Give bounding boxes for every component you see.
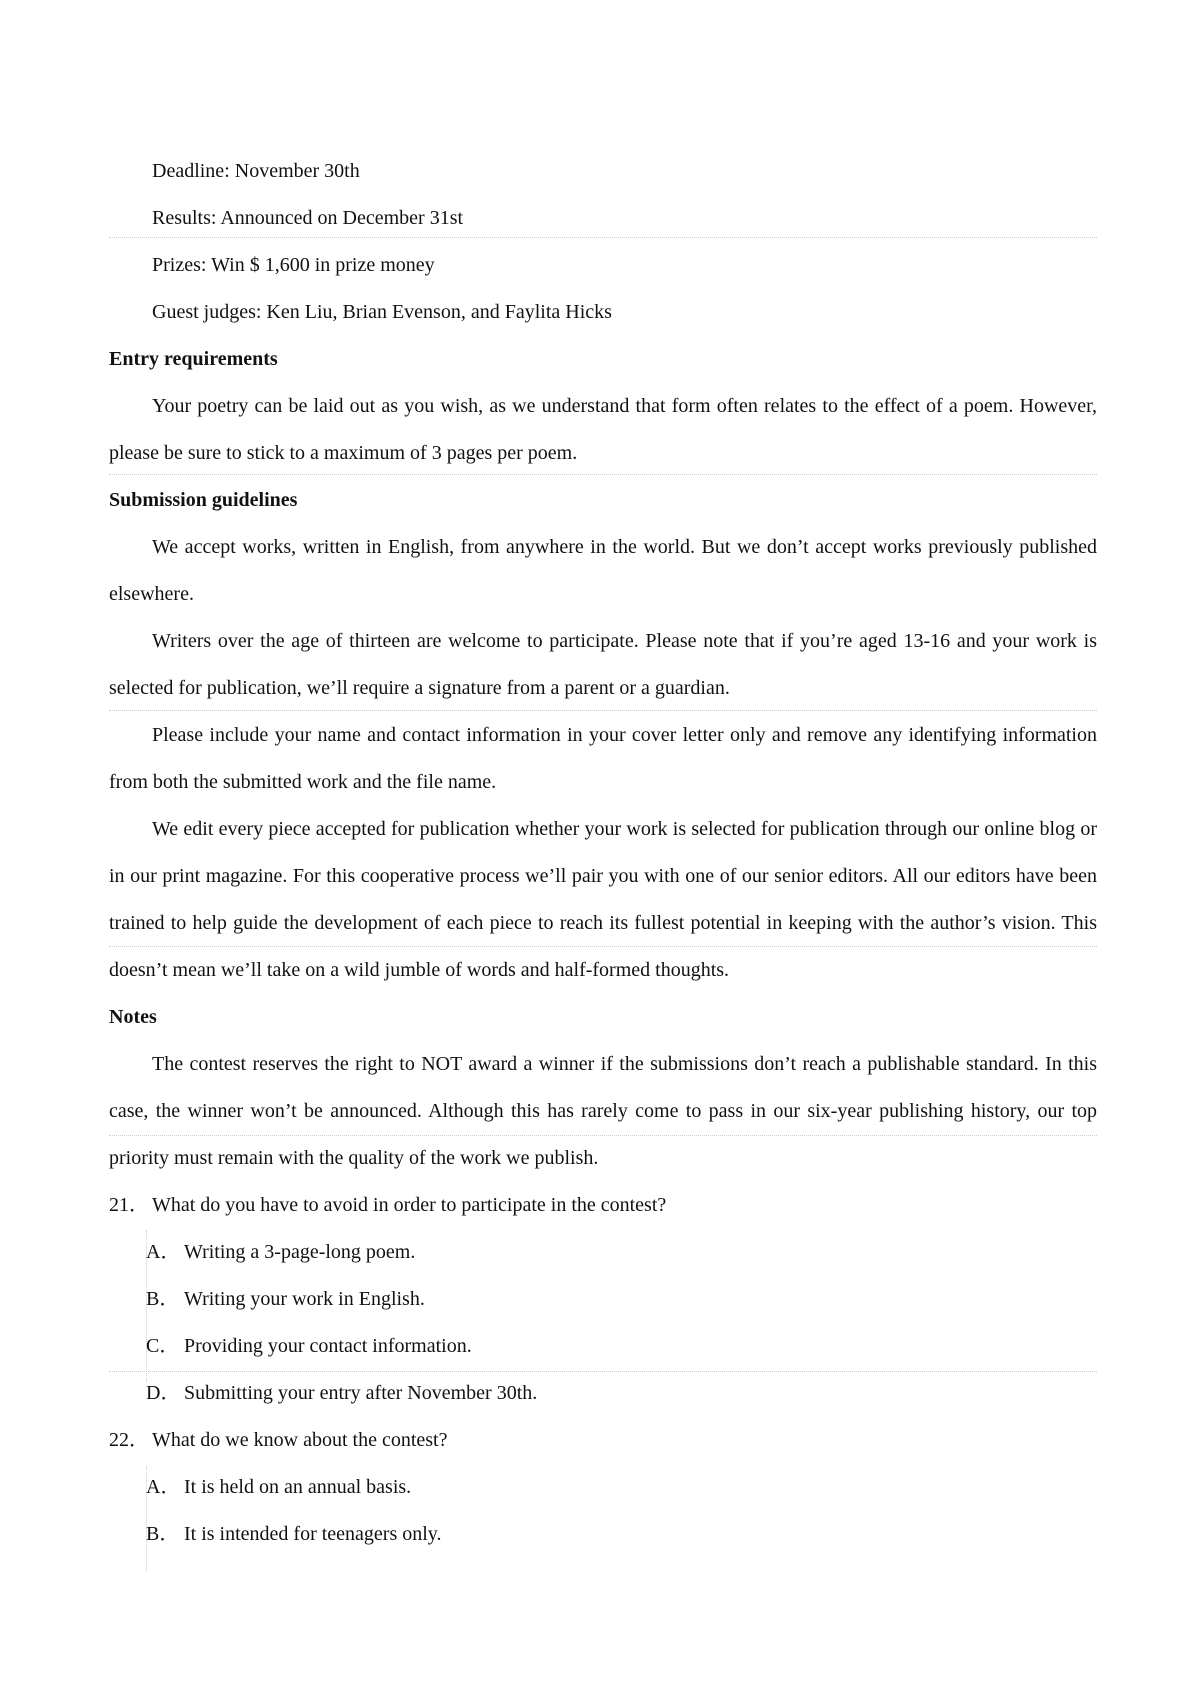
- results-line: Results: Announced on December 31st: [152, 207, 464, 229]
- question-number: 22．: [109, 1429, 149, 1451]
- question-21-option-c: [146, 1323, 1097, 1370]
- document-body: [109, 148, 1097, 1558]
- submission-paragraph: Writers over the age of thirteen are welcome to participate. Please note that if you’re aged 13-16 and your work is selected for publication, we’ll require a signature from a parent or a guardian.: [109, 630, 1097, 699]
- question-number: 21．: [109, 1194, 149, 1216]
- question-22: [109, 1417, 1097, 1464]
- question-stem: What do we know about the contest?: [152, 1429, 448, 1451]
- option-letter: C．: [146, 1335, 180, 1357]
- entry-requirements-heading: Entry requirements: [109, 348, 278, 370]
- option-text: Writing your work in English.: [184, 1288, 425, 1310]
- option-text: Writing a 3-page-long poem.: [184, 1241, 416, 1263]
- option-text: It is intended for teenagers only.: [184, 1523, 442, 1545]
- question-22-option-b: [146, 1511, 1097, 1558]
- option-letter: A．: [146, 1241, 181, 1263]
- option-letter: D．: [146, 1382, 181, 1404]
- question-21-option-a: [146, 1229, 1097, 1276]
- question-22-option-a: [146, 1464, 1097, 1511]
- entry-requirements-paragraph: Your poetry can be laid out as you wish, as we understand that form often relates to the effect of a poem. However, please be sure to stick to a maximum of 3 pages per poem.: [109, 395, 1097, 464]
- question-21-option-b: [146, 1276, 1097, 1323]
- submission-guidelines-heading: Submission guidelines: [109, 489, 298, 511]
- option-text: Providing your contact information.: [184, 1335, 472, 1357]
- deadline-line: Deadline: November 30th: [152, 160, 360, 182]
- question-stem: What do you have to avoid in order to participate in the contest?: [152, 1194, 667, 1216]
- question-21: [109, 1182, 1097, 1229]
- submission-paragraph: We edit every piece accepted for publication whether your work is selected for publication through our online blog or in our print magazine. For this cooperative process we’ll pair you with one of our senior editors. All our editors have been trained to help guide the development of each piece to reach its fullest potential in keeping with the author’s vision. This doesn’t mean we’ll take on a wild jumble of words and half-formed thoughts.: [109, 818, 1097, 981]
- submission-paragraph: We accept works, written in English, from anywhere in the world. But we don’t accept works previously published elsewhere.: [109, 536, 1097, 605]
- question-21-option-d: [146, 1370, 1097, 1417]
- option-text: Submitting your entry after November 30th.: [184, 1382, 538, 1404]
- option-letter: B．: [146, 1288, 180, 1310]
- option-letter: B．: [146, 1523, 180, 1545]
- judges-line: Guest judges: Ken Liu, Brian Evenson, and Faylita Hicks: [152, 301, 612, 323]
- prizes-line: Prizes: Win $ 1,600 in prize money: [152, 254, 435, 276]
- notes-heading: Notes: [109, 1006, 157, 1028]
- option-letter: A．: [146, 1476, 181, 1498]
- option-text: It is held on an annual basis.: [184, 1476, 412, 1498]
- notes-paragraph: The contest reserves the right to NOT award a winner if the submissions don’t reach a publishable standard. In this case, the winner won’t be announced. Although this has rarely come to pass in our six-year publishing history, our top priority must remain with the quality of the work we publish.: [109, 1053, 1097, 1169]
- submission-paragraph: Please include your name and contact information in your cover letter only and remove any identifying information from both the submitted work and the file name.: [109, 724, 1097, 793]
